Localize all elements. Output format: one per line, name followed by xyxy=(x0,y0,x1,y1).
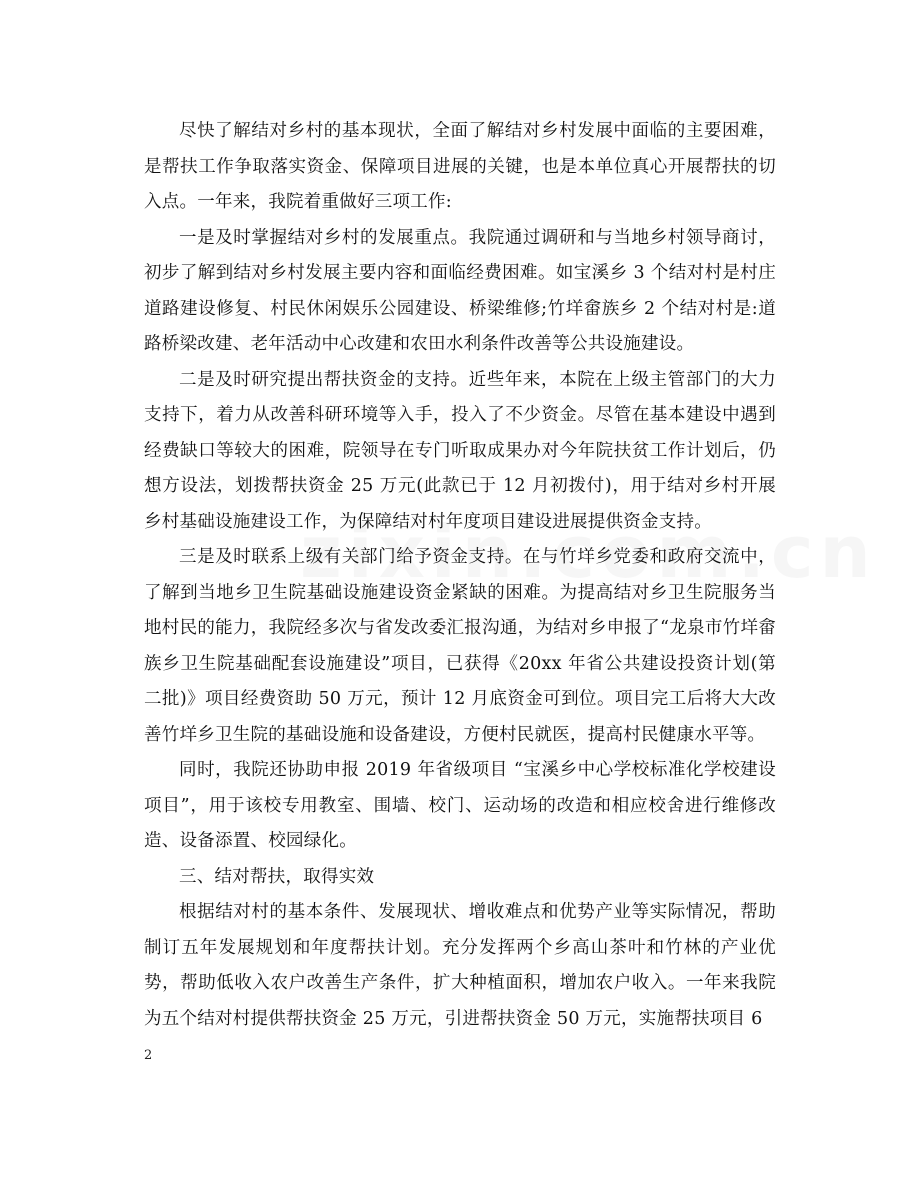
document-body xyxy=(144,114,776,1037)
paragraph-intro: 尽快了解结对乡村的基本现状，全面了解结对乡村发展中面临的主要困难，是帮扶工作争取落实资金、保障项目进展的关键，也是本单位真心开展帮扶的切入点。一年来，我院着重做好三项工作: xyxy=(144,121,776,212)
section-heading: 三、结对帮扶，取得实效 xyxy=(179,866,375,887)
paragraph-results: 根据结对村的基本条件、发展现状、增收难点和优势产业等实际情况，帮助制订五年发展规划和年度帮扶计划。充分发挥两个乡高山茶叶和竹林的产业优势，帮助低收入农户改善生产条件，扩大种植面积，增加农户收入。一年来我院为五个结对村提供帮扶资金 25 万元，引进帮扶资金 50 万元，实施帮扶项目 6 xyxy=(144,902,776,1029)
paragraph-third-task: 三是及时联系上级有关部门给予资金支持。在与竹垟乡党委和政府交流中，了解到当地乡卫生院基础设施建设资金紧缺的困难。为提高结对乡卫生院服务当地村民的能力，我院经多次与省发改委汇报沟通，为结对乡申报了“龙泉市竹垟畲族乡卫生院基础配套设施建设”项目，已获得《20xx 年省公共建设投资计划(第二批)》项目经费资助 50 万元，预计 12 月底资金可到位。项目完工后将大大改善竹垟乡卫生院的基础设施和设备建设，方便村民就医，提高村民健康水平等。 xyxy=(144,547,776,745)
page-number: 2 xyxy=(144,1048,153,1063)
paragraph-second-task: 二是及时研究提出帮扶资金的支持。近些年来，本院在上级主管部门的大力支持下，着力从改善科研环境等入手，投入了不少资金。尽管在基本建设中遇到经费缺口等较大的困难，院领导在专门听取成果办对今年院扶贫工作计划后，仍想方设法，划拨帮扶资金 25 万元(此款已于 12 月初拨付)，用于结对乡村开展乡村基础设施建设工作，为保障结对村年度项目建设进展提供资金支持。 xyxy=(144,369,776,532)
paragraph-school-project: 同时，我院还协助申报 2019 年省级项目 “宝溪乡中心学校标准化学校建设项目”，用于该校专用教室、围墙、校门、运动场的改造和相应校舍进行维修改造、设备添置、校园绿化。 xyxy=(144,760,776,851)
paragraph-first-task: 一是及时掌握结对乡村的发展重点。我院通过调研和与当地乡村领导商讨，初步了解到结对乡村发展主要内容和面临经费困难。如宝溪乡 3 个结对村是村庄道路建设修复、村民休闲娱乐公园建设、桥梁维修;竹垟畲族乡 2 个结对村是:道路桥梁改建、老年活动中心改建和农田水利条件改善等公共设施建设。 xyxy=(144,227,776,354)
